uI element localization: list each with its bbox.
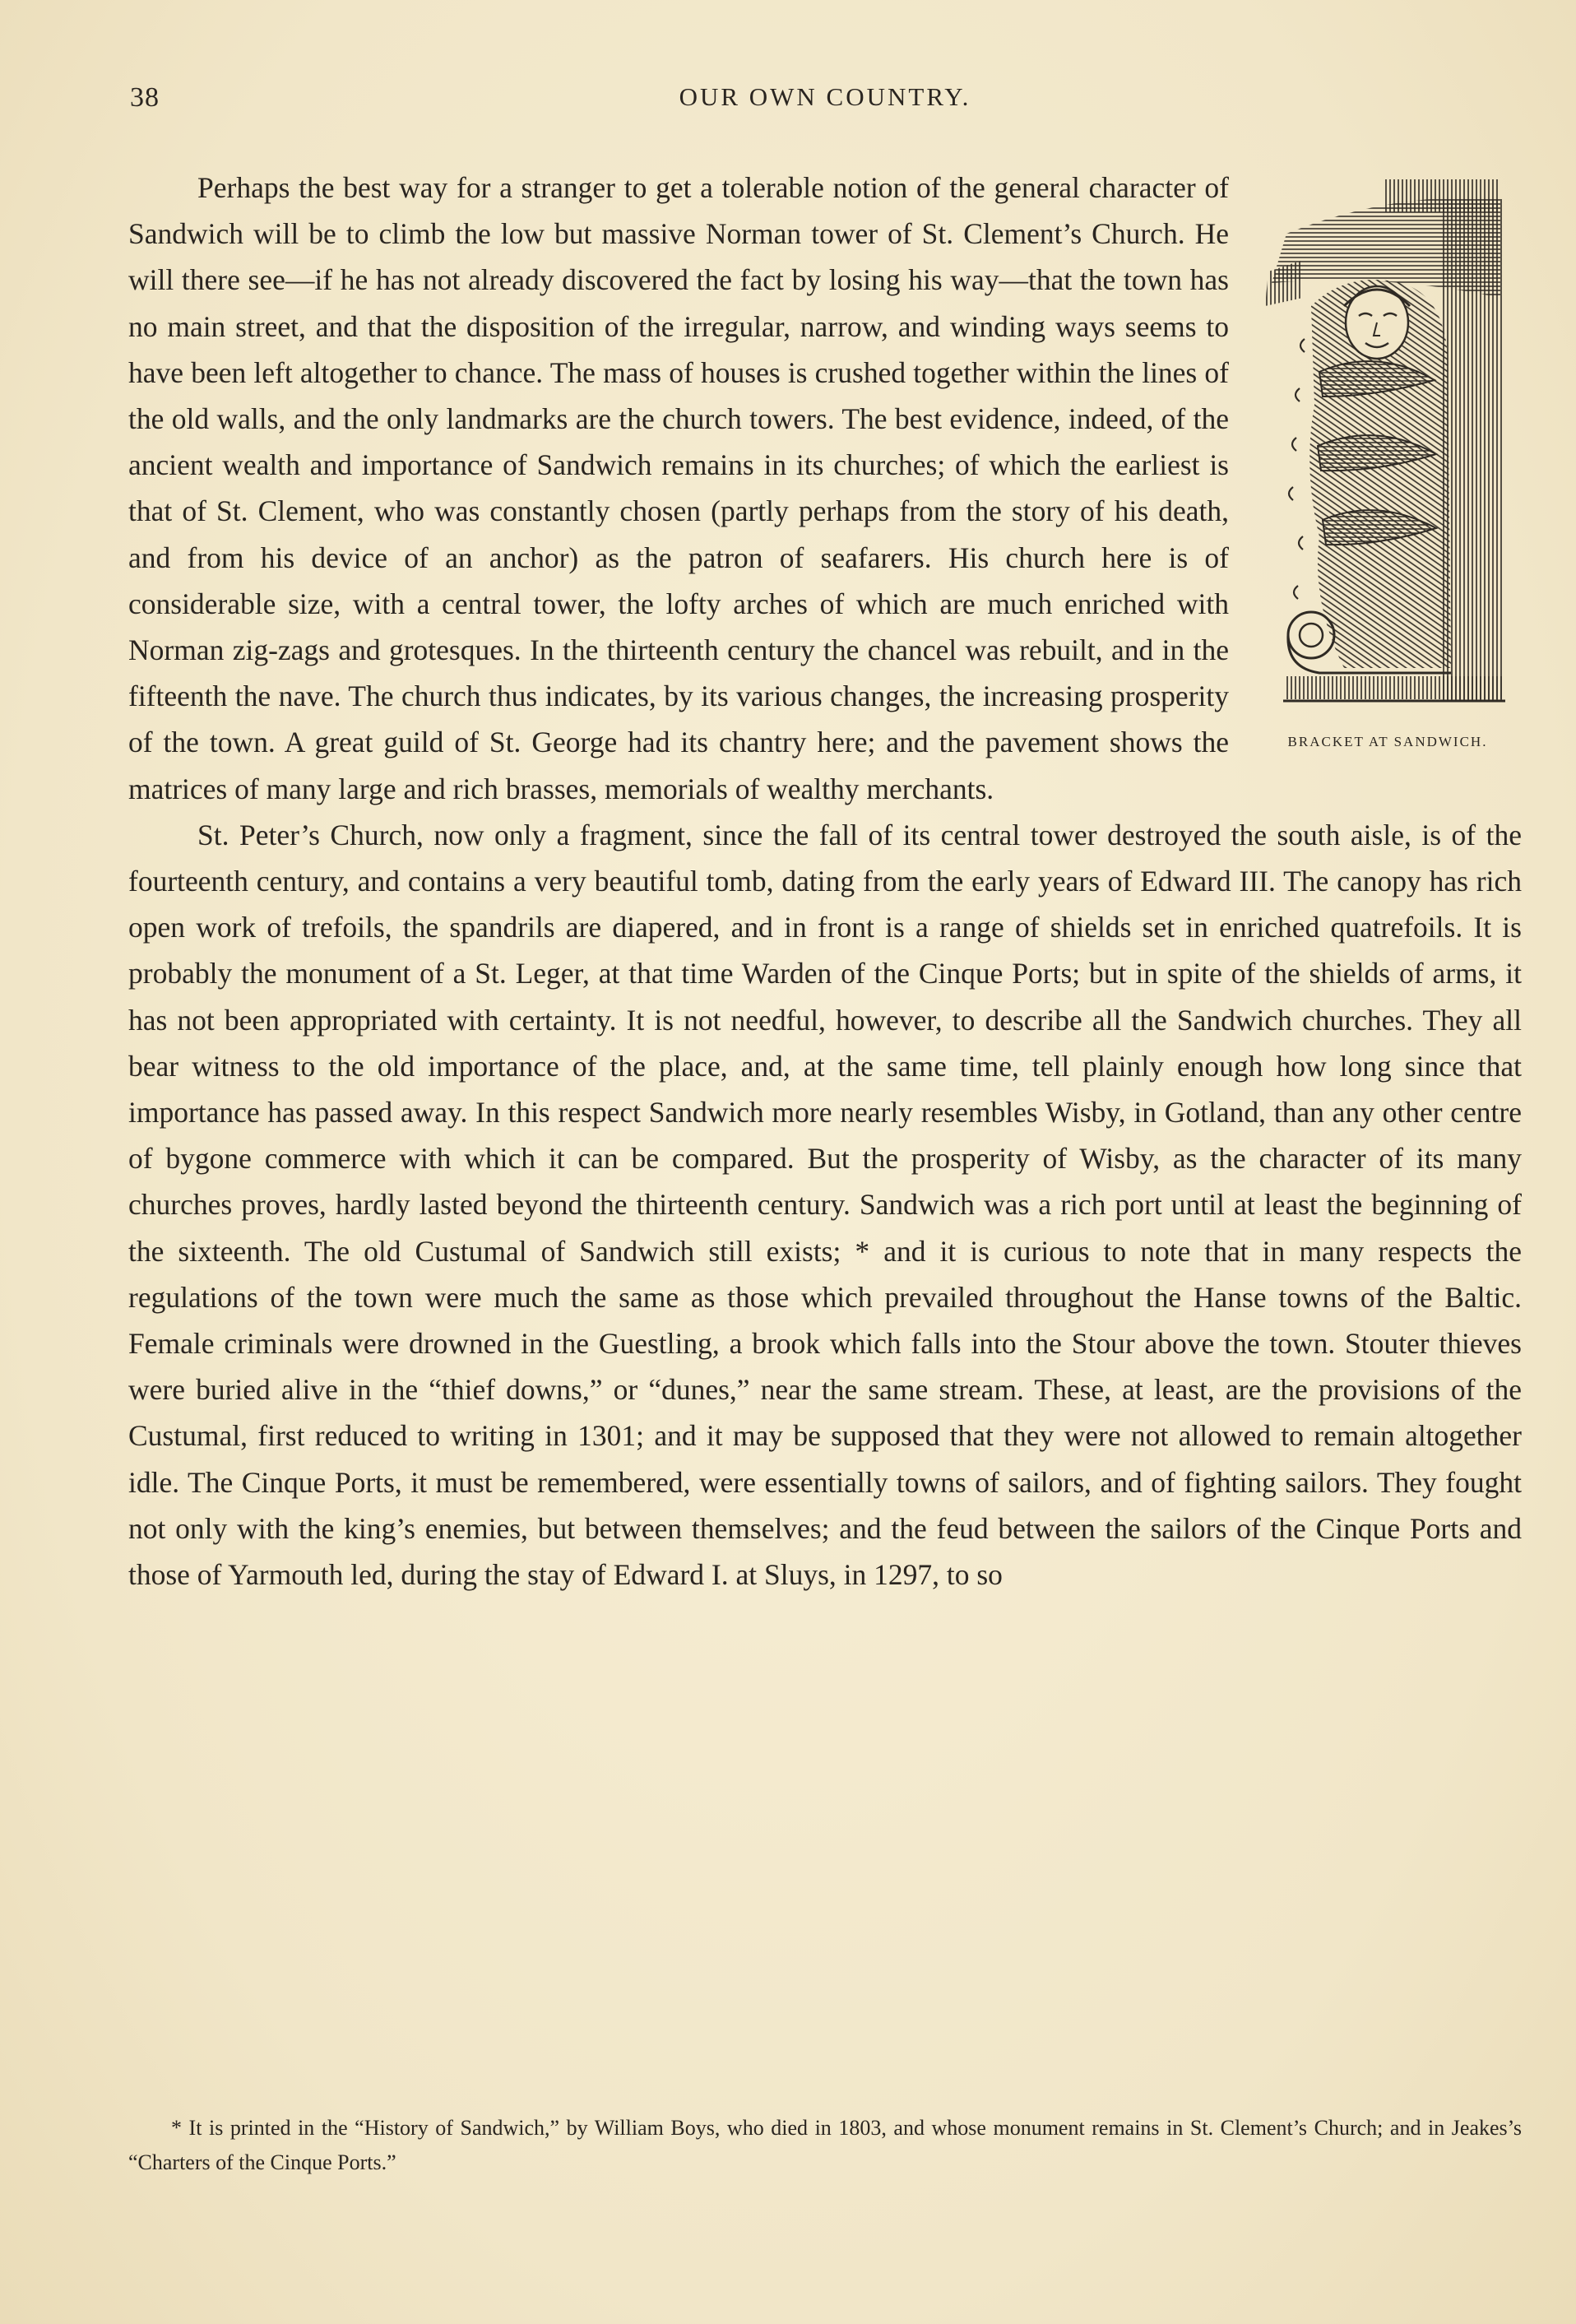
bracket-engraving-icon bbox=[1254, 174, 1522, 717]
footnote-text: * It is printed in the “History of Sandwich,” by William Boys, who died in 1803, and whose monument remains in St. Clement’s Church; and in Jeakes’s “Charters of the Cinque Ports.” bbox=[128, 2116, 1522, 2174]
footnote bbox=[128, 2111, 1522, 2180]
paragraph: St. Peter’s Church, now only a fragment, since the fall of its central tower destroyed the south aisle, is of the fourteenth century, and contains a very beautiful tomb, dating from the early years of Edward III. The canopy has rich open work of trefoils, the spandrils are diapered, and in front is a range of shields set in enriched quatrefoils. It is probably the monument of a St. Leger, at that time Warden of the Cinque Ports; but in spite of the shields of arms, it has not been appropriated with certainty. It is not needful, however, to describe all the Sandwich churches. They all bear witness to the old importance of the place, and, at the same time, tell plainly enough how long since that importance has passed away. In this respect Sandwich more nearly resembles Wisby, in Gotland, than any other centre of bygone commerce with which it can be compared. But the prosperity of Wisby, as the character of its many churches proves, hardly lasted beyond the thirteenth century. Sandwich was a rich port until at least the beginning of the sixteenth. The old Custumal of Sandwich still exists; * and it is curious to note that in many respects the regulations of the town were much the same as those which prevailed throughout the Hanse towns of the Baltic. Female criminals were drowned in the Guestling, a brook which falls into the Stour above the town. Stouter thieves were buried alive in the “thief downs,” or “dunes,” near the same stream. These, at least, are the provisions of the Custumal, first reduced to writing in 1301; and it may be supposed that they were not allowed to remain altogether idle. The Cinque Ports, it must be remembered, were essentially towns of sailors, and of fighting sailors. They fought not only with the king’s enemies, but between themselves; and the feud between the sailors of the Cinque Ports and those of Yarmouth led, during the stay of Edward I. at Sluys, in 1297, to so bbox=[128, 818, 1522, 1592]
page-number: 38 bbox=[130, 82, 160, 113]
body-text bbox=[128, 165, 1522, 1598]
figure-caption: BRACKET AT SANDWICH. bbox=[1287, 734, 1488, 749]
page-header bbox=[130, 82, 1520, 123]
bracket-illustration bbox=[1254, 174, 1522, 771]
running-title: OUR OWN COUNTRY. bbox=[679, 82, 971, 111]
paragraph: Perhaps the best way for a stranger to get a tolerable notion of the general character of Sandwich will be to climb the low but massive Norman tower of St. Clement’s Church. He will there see—if he has not already discovered the fact by losing his way—that the town has no main street, and that the disposition of the irregular, narrow, and winding ways seems to have been left altogether to chance. The mass of houses is crushed together within the lines of the old walls, and the only landmarks are the church towers. The best evidence, indeed, of the ancient wealth and importance of Sandwich remains in its churches; of which the earliest is that of St. Clement, who was constantly chosen (partly perhaps from the story of his death, and from his device of an anchor) as the patron of seafarers. His church here is of considerable size, with a central tower, the lofty arches of which are much enriched with Norman zig-zags and grotesques. In the thirteenth century the chancel was rebuilt, and in the fifteenth the nave. The church thus indicates, by its various changes, the increasing prosperity of the town. A great guild of St. George had its chantry here; and the pavement shows the matrices of many large and rich brasses, memorials of wealthy merchants. bbox=[128, 171, 1229, 805]
